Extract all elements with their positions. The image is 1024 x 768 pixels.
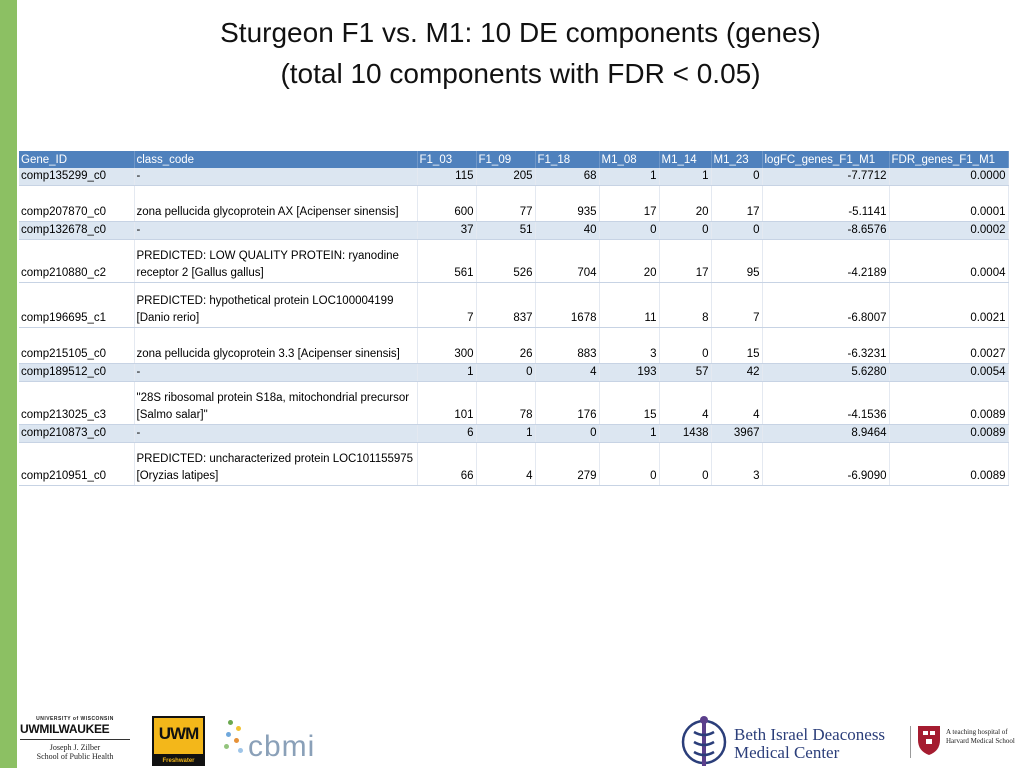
table-row — [19, 186, 1008, 222]
table-row — [19, 222, 1008, 240]
value-cell: -7.7712 — [762, 168, 889, 186]
value-cell: 1 — [599, 168, 659, 186]
value-cell: 0.0004 — [889, 240, 1008, 283]
title-line-1: Sturgeon F1 vs. M1: 10 DE components (genes) — [220, 17, 821, 48]
table-row — [19, 328, 1008, 364]
gene-id-cell: comp213025_c3 — [19, 382, 134, 425]
value-cell: 17 — [659, 240, 711, 283]
value-cell: -4.2189 — [762, 240, 889, 283]
value-cell: 600 — [417, 186, 476, 222]
value-cell: 57 — [659, 364, 711, 382]
value-cell: 0 — [599, 443, 659, 486]
class-code-cell: - — [134, 222, 417, 240]
col-header: M1_23 — [711, 151, 762, 168]
table-row — [19, 168, 1008, 186]
cbmi-dot-icon — [224, 744, 229, 749]
value-cell: -4.1536 — [762, 382, 889, 425]
class-code-cell: zona pellucida glycoprotein AX [Acipenser sinensis] — [134, 186, 417, 222]
cbmi-dot-icon — [226, 732, 231, 737]
gene-id-cell: comp210873_c0 — [19, 425, 134, 443]
uwm-freshwater-logo — [152, 716, 205, 766]
value-cell: 561 — [417, 240, 476, 283]
value-cell: 7 — [711, 283, 762, 328]
class-code-cell: PREDICTED: LOW QUALITY PROTEIN: ryanodine receptor 2 [Gallus gallus] — [134, 240, 417, 283]
value-cell: 193 — [599, 364, 659, 382]
logo-divider — [910, 726, 911, 758]
value-cell: 8.9464 — [762, 425, 889, 443]
table-row — [19, 443, 1008, 486]
class-code-cell: PREDICTED: hypothetical protein LOC100004199 [Danio rerio] — [134, 283, 417, 328]
value-cell: 40 — [535, 222, 599, 240]
class-code-cell: - — [134, 425, 417, 443]
value-cell: -6.8007 — [762, 283, 889, 328]
cbmi-logo — [222, 716, 332, 766]
class-code-cell: PREDICTED: uncharacterized protein LOC101155975 [Oryzias latipes] — [134, 443, 417, 486]
value-cell: 15 — [711, 328, 762, 364]
bidmc-name-line-2: Medical Center — [734, 743, 840, 762]
value-cell: 95 — [711, 240, 762, 283]
value-cell: 26 — [476, 328, 535, 364]
value-cell: 0.0002 — [889, 222, 1008, 240]
value-cell: 935 — [535, 186, 599, 222]
value-cell: 0.0021 — [889, 283, 1008, 328]
col-header: class_code — [134, 151, 417, 168]
cbmi-dot-icon — [228, 720, 233, 725]
value-cell: 3967 — [711, 425, 762, 443]
col-header: FDR_genes_F1_M1 — [889, 151, 1008, 168]
value-cell: 0 — [535, 425, 599, 443]
class-code-cell: - — [134, 168, 417, 186]
class-code-cell: - — [134, 364, 417, 382]
freshwater-mark: UWM — [158, 724, 199, 743]
hms-caption — [946, 728, 1015, 746]
harvard-medical-school-logo — [916, 724, 1022, 764]
value-cell: 68 — [535, 168, 599, 186]
value-cell: 0 — [659, 443, 711, 486]
gene-id-cell: comp196695_c1 — [19, 283, 134, 328]
value-cell: 51 — [476, 222, 535, 240]
slide-title — [17, 12, 1024, 94]
value-cell: 17 — [599, 186, 659, 222]
table-row — [19, 240, 1008, 283]
value-cell: 7 — [417, 283, 476, 328]
col-header: F1_18 — [535, 151, 599, 168]
value-cell: 300 — [417, 328, 476, 364]
cbmi-wordmark: cbmi — [248, 730, 316, 763]
value-cell: 0 — [659, 328, 711, 364]
cbmi-dot-icon — [238, 748, 243, 753]
value-cell: 883 — [535, 328, 599, 364]
bidmc-emblem-icon — [680, 714, 728, 768]
value-cell: 4 — [659, 382, 711, 425]
value-cell: 37 — [417, 222, 476, 240]
value-cell: 0.0054 — [889, 364, 1008, 382]
value-cell: 20 — [599, 240, 659, 283]
value-cell: 42 — [711, 364, 762, 382]
value-cell: 1 — [476, 425, 535, 443]
value-cell: 0.0027 — [889, 328, 1008, 364]
freshwater-label: Freshwater — [162, 758, 195, 764]
value-cell: 1438 — [659, 425, 711, 443]
value-cell: 0.0001 — [889, 186, 1008, 222]
uwm-divider — [20, 739, 130, 740]
left-accent-bar — [0, 0, 17, 768]
table-row — [19, 364, 1008, 382]
col-header: M1_14 — [659, 151, 711, 168]
gene-id-cell: comp207870_c0 — [19, 186, 134, 222]
de-genes-table — [19, 151, 1009, 486]
value-cell: 8 — [659, 283, 711, 328]
table-row — [19, 283, 1008, 328]
value-cell: 0.0089 — [889, 382, 1008, 425]
uwm-top-text: UNIVERSITY of WISCONSIN — [36, 716, 114, 722]
uwm-school-line-1: Joseph J. Zilber — [49, 743, 101, 752]
value-cell: 4 — [711, 382, 762, 425]
table-row — [19, 425, 1008, 443]
value-cell: 20 — [659, 186, 711, 222]
class-code-cell: zona pellucida glycoprotein 3.3 [Acipenser sinensis] — [134, 328, 417, 364]
gene-id-cell: comp215105_c0 — [19, 328, 134, 364]
value-cell: 17 — [711, 186, 762, 222]
value-cell: 115 — [417, 168, 476, 186]
uwm-name: UWMILWAUKEE — [20, 722, 110, 736]
value-cell: 6 — [417, 425, 476, 443]
col-header: logFC_genes_F1_M1 — [762, 151, 889, 168]
value-cell: 0 — [711, 168, 762, 186]
col-header: M1_08 — [599, 151, 659, 168]
cbmi-dot-icon — [234, 738, 239, 743]
col-header: F1_09 — [476, 151, 535, 168]
value-cell: -5.1141 — [762, 186, 889, 222]
value-cell: 3 — [599, 328, 659, 364]
value-cell: 205 — [476, 168, 535, 186]
value-cell: -8.6576 — [762, 222, 889, 240]
bidmc-logo — [680, 712, 908, 768]
value-cell: 77 — [476, 186, 535, 222]
gene-id-cell: comp132678_c0 — [19, 222, 134, 240]
bidmc-name — [734, 726, 885, 762]
table-header-row — [19, 151, 1008, 168]
value-cell: 5.6280 — [762, 364, 889, 382]
value-cell: 0.0000 — [889, 168, 1008, 186]
value-cell: 66 — [417, 443, 476, 486]
value-cell: 101 — [417, 382, 476, 425]
value-cell: 704 — [535, 240, 599, 283]
gene-id-cell: comp210880_c2 — [19, 240, 134, 283]
gene-id-cell: comp189512_c0 — [19, 364, 134, 382]
value-cell: 176 — [535, 382, 599, 425]
value-cell: 1 — [417, 364, 476, 382]
hms-caption-line-1: A teaching hospital of — [946, 728, 1008, 736]
class-code-cell: "28S ribosomal protein S18a, mitochondrial precursor [Salmo salar]" — [134, 382, 417, 425]
value-cell: 0 — [599, 222, 659, 240]
col-header: Gene_ID — [19, 151, 134, 168]
value-cell: 3 — [711, 443, 762, 486]
cbmi-dot-icon — [236, 726, 241, 731]
uwm-school-line-2: School of Public Health — [36, 752, 114, 761]
title-line-2: (total 10 components with FDR < 0.05) — [280, 58, 761, 89]
value-cell: 0.0089 — [889, 443, 1008, 486]
col-header: F1_03 — [417, 151, 476, 168]
value-cell: 1 — [659, 168, 711, 186]
value-cell: 526 — [476, 240, 535, 283]
value-cell: 0 — [659, 222, 711, 240]
value-cell: 4 — [476, 443, 535, 486]
table-row — [19, 382, 1008, 425]
value-cell: 0.0089 — [889, 425, 1008, 443]
value-cell: 1 — [599, 425, 659, 443]
value-cell: 15 — [599, 382, 659, 425]
hms-caption-line-2: Harvard Medical School — [946, 737, 1015, 745]
gene-id-cell: comp135299_c0 — [19, 168, 134, 186]
bidmc-name-line-1: Beth Israel Deaconess — [734, 725, 886, 744]
value-cell: 0 — [711, 222, 762, 240]
value-cell: 4 — [535, 364, 599, 382]
uw-milwaukee-logo — [20, 716, 130, 761]
value-cell: 1678 — [535, 283, 599, 328]
harvard-shield-icon — [916, 724, 942, 756]
value-cell: 11 — [599, 283, 659, 328]
value-cell: -6.3231 — [762, 328, 889, 364]
value-cell: 279 — [535, 443, 599, 486]
value-cell: 78 — [476, 382, 535, 425]
value-cell: 837 — [476, 283, 535, 328]
value-cell: -6.9090 — [762, 443, 889, 486]
value-cell: 0 — [476, 364, 535, 382]
gene-id-cell: comp210951_c0 — [19, 443, 134, 486]
